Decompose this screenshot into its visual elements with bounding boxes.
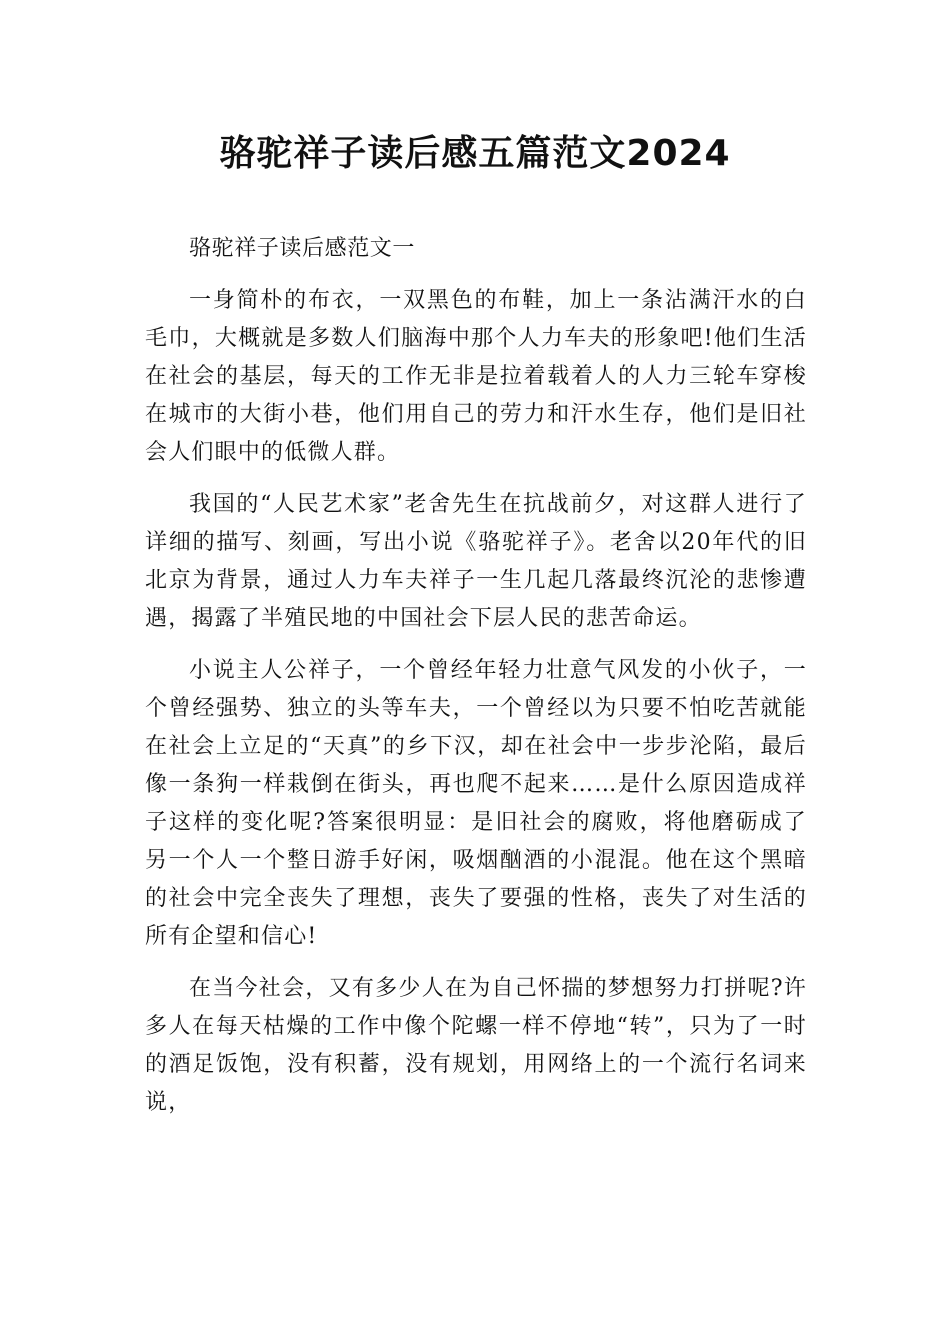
paragraph: 我国的“人民艺术家”老舍先生在抗战前夕，对这群人进行了详细的描写、刻画，写出小说《骆驼祥子》。老舍以20年代的旧北京为背景，通过人力车夫祥子一生几起几落最终沉沦的悲惨遭遇，揭露了半殖民地的中国社会下层人民的悲苦命运。: [145, 492, 807, 631]
section-heading: 骆驼祥子读后感范文一: [189, 236, 416, 261]
paragraph: 一身简朴的布衣，一双黑色的布鞋，加上一条沾满汗水的白毛巾，大概就是多数人们脑海中那个人力车夫的形象吧!他们生活在社会的基层，每天的工作无非是拉着载着人的人力三轮车穿梭在城市的大街小巷，他们用自己的劳力和汗水生存，他们是旧社会人们眼中的低微人群。: [145, 288, 807, 465]
document-body: [145, 230, 807, 1122]
document-title: 骆驼祥子读后感五篇范文2024: [219, 133, 731, 174]
paragraph: 小说主人公祥子，一个曾经年轻力壮意气风发的小伙子，一个曾经强势、独立的头等车夫，一个曾经以为只要不怕吃苦就能在社会上立足的“天真”的乡下汉，却在社会中一步步沦陷，最后像一条狗一样栽倒在街头，再也爬不起来……是什么原因造成祥子这样的变化呢?答案很明显：是旧社会的腐败，将他磨砺成了另一个人一个整日游手好闲，吸烟酗酒的小混混。他在这个黑暗的社会中完全丧失了理想，丧失了要强的性格，丧失了对生活的所有企望和信心!: [145, 658, 807, 949]
paragraph: 在当今社会，又有多少人在为自己怀揣的梦想努力打拼呢?许多人在每天枯燥的工作中像个陀螺一样不停地“转”，只为了一时的酒足饭饱，没有积蓄，没有规划，用网络上的一个流行名词来说，: [145, 976, 807, 1115]
